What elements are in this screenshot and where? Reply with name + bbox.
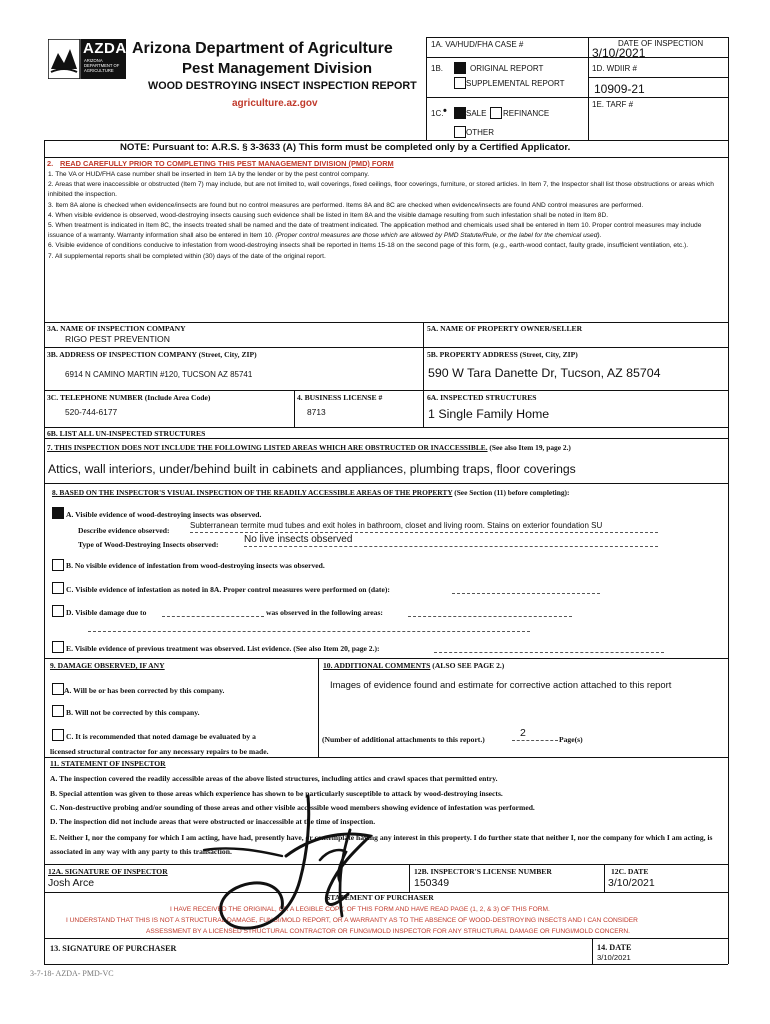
statement-d: D. The inspection did not include areas that were obstructed or inaccessible at the time of inspection. xyxy=(50,817,376,826)
statement-c: C. Non-destructive probing and/or sounding of those areas and other visible accessible wood members showing evidence of infestation was performed. xyxy=(50,803,535,812)
insect-type-value: No live insects observed xyxy=(244,534,353,545)
damage-label: 9. DAMAGE OBSERVED, IF ANY xyxy=(50,661,165,670)
company-name-value: RIGO PEST PREVENTION xyxy=(65,334,170,344)
purchaser-date-value: 3/10/2021 xyxy=(597,953,631,962)
owner-label: 5A. NAME OF PROPERTY OWNER/SELLER xyxy=(427,324,583,333)
instruction-5: 5. When treatment is indicated in Item 8C, the insects treated shall be named and the date of treatment indicated. The application method and chemicals used shall be entered in Item 10. Proper control measures may include issuance of a warranty. Warranty information shall also be entered in Item 10. (Proper control measures are those which are allowed by PMD Statute/Rule, or the label for the chemical used). xyxy=(48,222,702,240)
finding-c-checkbox[interactable] xyxy=(52,582,64,594)
transaction-label: 1C. xyxy=(431,109,444,118)
instructions-number: 2. xyxy=(47,159,54,168)
finding-a-checkbox[interactable] xyxy=(52,507,64,519)
report-title: WOOD DESTROYING INSECT INSPECTION REPORT xyxy=(148,80,417,92)
inspection-date-label: DATE OF INSPECTION xyxy=(618,39,704,48)
damage-a-label: A. Will be or has been corrected by this company. xyxy=(64,686,225,695)
website-link[interactable]: agriculture.az.gov xyxy=(232,98,318,109)
inspector-date-label: 12C. DATE xyxy=(611,867,649,876)
obstructed-areas-label: 7. THIS INSPECTION DOES NOT INCLUDE THE FOLLOWING LISTED AREAS WHICH ARE OBSTRUCTED OR INACCESSIBLE. (See also Item 19, page 2.) xyxy=(47,443,571,452)
finding-d-mid: was observed in the following areas: xyxy=(266,608,383,617)
note-text: NOTE: Pursuant to: A.R.S. § 3-3633 (A) This form must be completed only by a Certified Applicator. xyxy=(120,142,571,153)
finding-d-label: D. Visible damage due to xyxy=(66,608,147,617)
inspected-structures-label: 6A. INSPECTED STRUCTURES xyxy=(427,393,537,402)
finding-e-label: E. Visible evidence of previous treatment was observed. List evidence. (See also Item 20, page 2.): xyxy=(66,644,380,653)
case-number-label: 1A. VA/HUD/FHA CASE # xyxy=(431,40,524,49)
supplemental-report-checkbox[interactable] xyxy=(454,77,466,89)
sale-label: SALE xyxy=(466,109,487,118)
transaction-dot: • xyxy=(443,105,447,117)
inspector-date-value: 3/10/2021 xyxy=(608,877,655,889)
pages-label: Page(s) xyxy=(559,735,583,744)
refinance-label: REFINANCE xyxy=(503,109,550,118)
statement-b: B. Special attention was given to those areas which experience has shown to be particularly susceptible to attack by wood-destroying insects. xyxy=(50,789,503,798)
original-report-label: ORIGINAL REPORT xyxy=(470,64,544,73)
inspector-signature-label: 12A. SIGNATURE OF INSPECTOR xyxy=(48,867,168,876)
azda-logo xyxy=(48,39,126,79)
phone-label: 3C. TELEPHONE NUMBER (Include Area Code) xyxy=(47,393,211,402)
finding-b-label: B. No visible evidence of infestation from wood-destroying insects was observed. xyxy=(66,561,325,570)
sale-checkbox[interactable] xyxy=(454,107,466,119)
finding-e-checkbox[interactable] xyxy=(52,641,64,653)
instruction-4: 4. When visible evidence is observed, wood-destroying insects causing such evidence shall be listed in Item 8A and the visible damage resulting from such infestation shall be noted in Item 8D. xyxy=(48,211,609,219)
damage-a-checkbox[interactable] xyxy=(52,683,64,695)
inspector-name: Josh Arce xyxy=(48,877,95,889)
form-footer-code: 3-7-18- AZDA- PMD-VC xyxy=(30,969,114,978)
obstructed-areas-value: Attics, wall interiors, under/behind built in cabinets and appliances, plumbing traps, floor coverings xyxy=(48,462,576,476)
finding-d-checkbox[interactable] xyxy=(52,605,64,617)
describe-evidence-value: Subterranean termite mud tubes and exit holes in bathroom, closet and living room. Stains on exterior foundation SU xyxy=(190,521,603,530)
original-report-checkbox[interactable] xyxy=(454,62,466,74)
statement-label: 11. STATEMENT OF INSPECTOR xyxy=(50,759,166,768)
comments-label: 10. ADDITIONAL COMMENTS (ALSO SEE PAGE 2.) xyxy=(323,661,505,670)
company-address-label: 3B. ADDRESS OF INSPECTION COMPANY (Street, City, ZIP) xyxy=(47,350,257,359)
inspector-signature xyxy=(190,790,390,940)
logo-text: AZDA xyxy=(83,40,127,57)
instructions-heading: READ CAREFULLY PRIOR TO COMPLETING THIS PEST MANAGEMENT DIVISION (PMD) FORM xyxy=(60,159,394,168)
instruction-1: 1. The VA or HUD/FHA case number shall be inserted in Item 1A by the lender or by the pest control company. xyxy=(48,171,370,178)
phone-value: 520-744-6177 xyxy=(65,407,118,417)
finding-b-checkbox[interactable] xyxy=(52,559,64,571)
other-checkbox[interactable] xyxy=(454,126,466,138)
refinance-checkbox[interactable] xyxy=(490,107,502,119)
purchaser-signature-label: 13. SIGNATURE OF PURCHASER xyxy=(50,944,177,953)
instruction-6: 6. Visible evidence of conditions conducive to infestation from wood-destroying insects shall be reported in Items 15-18 on the second page of this form, (e.g., earth-wood contact, faulty grade, insufficient ventilation, etc.). xyxy=(48,242,689,250)
finding-a-label: A. Visible evidence of wood-destroying insects was observed. xyxy=(66,510,262,519)
company-name-label: 3A. NAME OF INSPECTION COMPANY xyxy=(47,324,186,333)
division-name: Pest Management Division xyxy=(182,60,373,77)
inspector-license-value: 150349 xyxy=(414,877,450,889)
insect-type-label: Type of Wood-Destroying Insects observed: xyxy=(78,540,219,549)
inspected-structures-value: 1 Single Family Home xyxy=(428,407,550,421)
statement-a: A. The inspection covered the readily accessible areas of the above listed structures, including attics and crawl spaces that permitted entry. xyxy=(50,774,498,783)
company-address-value: 6914 N CAMINO MARTIN #120, TUCSON AZ 85741 xyxy=(65,370,253,379)
business-license-label: 4. BUSINESS LICENSE # xyxy=(297,393,383,402)
findings-heading: 8. BASED ON THE INSPECTOR'S VISUAL INSPECTION OF THE READILY ACCESSIBLE AREAS OF THE PROPERTY (See Section (11) before completing): xyxy=(52,488,570,497)
logo-subtext: ARIZONA DEPARTMENT OF AGRICULTURE xyxy=(84,58,120,73)
wdiir-label: 1D. WDIIR # xyxy=(592,64,637,73)
damage-b-label: B. Will not be corrected by this company. xyxy=(66,708,200,717)
purchaser-date-label: 14. DATE xyxy=(597,943,632,952)
comments-value: Images of evidence found and estimate for corrective action attached to this report xyxy=(330,679,672,690)
finding-c-label: C. Visible evidence of infestation as noted in 8A. Proper control measures were performed on (date): xyxy=(66,585,390,594)
attachments-label: (Number of additional attachments to this report.) xyxy=(322,735,485,744)
purchaser-line-1: I HAVE RECEIVED THE ORIGINAL, OR A LEGIBLE COPY, OF THIS FORM AND HAVE READ PAGE (1, 2, & 3) OF THIS FORM. xyxy=(170,906,550,913)
purchaser-line-3: ASSESSMENT BY A LICENSED STRUCTURAL CONTRACTOR OR FUNGI/MOLD INSPECTOR FOR ANY STRUCTURAL DAMAGE OR FUNGI/MOLD CONCERN. xyxy=(146,928,630,935)
agency-name: Arizona Department of Agriculture xyxy=(132,40,393,57)
instruction-7: 7. All supplemental reports shall be completed within (30) days of the date of the original report. xyxy=(48,252,326,260)
property-address-value: 590 W Tara Danette Dr, Tucson, AZ 85704 xyxy=(428,366,661,380)
property-address-label: 5B. PROPERTY ADDRESS (Street, City, ZIP) xyxy=(427,350,578,359)
inspection-date-value: 3/10/2021 xyxy=(592,46,646,60)
damage-c-checkbox[interactable] xyxy=(52,729,64,741)
purchaser-heading: STATEMENT OF PURCHASER xyxy=(326,893,434,902)
uninspected-structures-label: 6B. LIST ALL UN-INSPECTED STRUCTURES xyxy=(47,429,206,438)
inspector-license-label: 12B. INSPECTOR'S LICENSE NUMBER xyxy=(414,867,552,876)
damage-b-checkbox[interactable] xyxy=(52,705,64,717)
damage-c-label-1: C. It is recommended that noted damage be evaluated by a xyxy=(66,732,256,741)
instruction-3: 3. Item 8A alone is checked when evidence/insects are found but no control measures are performed. Items 8A and 8C are checked when evidence/insects are found AND control measures are performed. xyxy=(48,201,644,209)
attachments-value: 2 xyxy=(520,727,526,739)
tarf-label: 1E. TARF # xyxy=(592,100,634,109)
signature-icon xyxy=(190,790,390,940)
business-license-value: 8713 xyxy=(307,407,326,417)
instruction-2: 2. Areas that were inaccessible or obstructed (Item 7) may include, but are not limited to, wall coverings, fixed ceilings, floor coverings, furniture, or stored articles. In Item 7, the Inspector shall list those obstructions or areas which inhibited the inspection. xyxy=(48,181,714,199)
supplemental-report-label: SUPPLEMENTAL REPORT xyxy=(466,79,565,88)
damage-c-label-2: licensed structural contractor for any necessary repairs to be made. xyxy=(50,747,269,756)
describe-evidence-label: Describe evidence observed: xyxy=(78,526,170,535)
statement-e: E. Neither I, nor the company for which I am acting, have had, presently have, or contemplate having any interest in this property. I do further state that neither I, nor the company for which I am acting, is associated in any way with any party to this transaction. xyxy=(50,833,713,856)
report-type-label: 1B. xyxy=(431,64,444,73)
wdiir-value: 10909-21 xyxy=(594,82,645,96)
other-label: OTHER xyxy=(466,128,494,137)
purchaser-line-2: I UNDERSTAND THAT THIS IS NOT A STRUCTURAL DAMAGE, FUNGI/MOLD REPORT, OR A WARRANTY AS TO THE ABSENCE OF WOOD-DESTROYING INSECTS AND I CAN CONSIDER xyxy=(66,917,638,924)
